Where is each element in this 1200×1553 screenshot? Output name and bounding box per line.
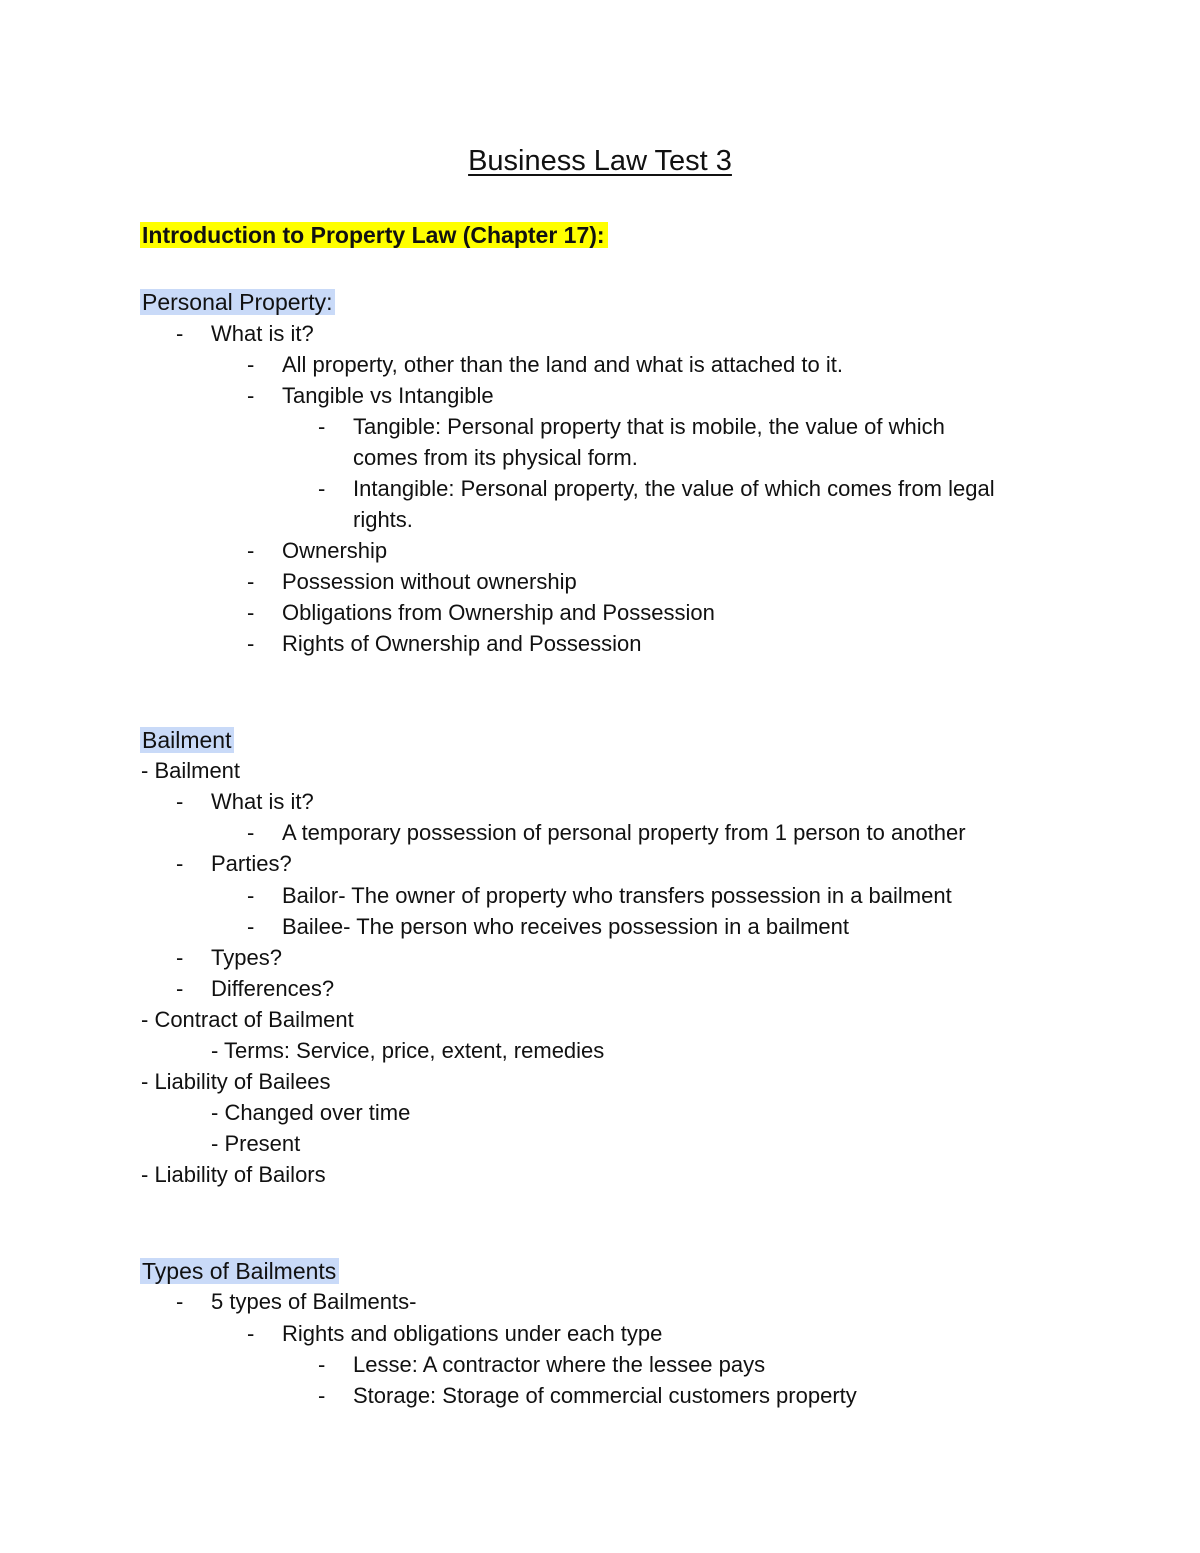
bullet-dash: - bbox=[176, 945, 184, 970]
list-item: - Terms: Service, price, extent, remedies bbox=[211, 1038, 605, 1063]
bullet-dash: - bbox=[247, 631, 255, 656]
section-heading-personal-property: Personal Property: bbox=[140, 286, 335, 318]
list-item: Lesse: A contractor where the lessee pays bbox=[353, 1352, 766, 1377]
list-item: Types? bbox=[211, 945, 282, 970]
bullet-dash: - bbox=[247, 600, 255, 625]
bullet-dash: - bbox=[247, 538, 255, 563]
list-item: All property, other than the land and what is attached to it. bbox=[282, 352, 843, 377]
list-item: Parties? bbox=[211, 851, 292, 876]
list-item: Rights and obligations under each type bbox=[282, 1321, 663, 1346]
section-heading-types-of-bailments: Types of Bailments bbox=[140, 1255, 339, 1287]
bullet-dash: - bbox=[247, 883, 255, 908]
list-item: Differences? bbox=[211, 976, 335, 1001]
chapter-heading: Introduction to Property Law (Chapter 17): bbox=[140, 219, 608, 251]
list-item: Tangible: Personal property that is mobile, the value of which bbox=[353, 414, 945, 439]
list-item: Storage: Storage of commercial customers property bbox=[353, 1383, 857, 1408]
bullet-dash: - bbox=[318, 1383, 326, 1408]
list-item-continuation: comes from its physical form. bbox=[353, 445, 638, 470]
list-item: - Changed over time bbox=[211, 1100, 411, 1125]
bullet-dash: - bbox=[176, 1289, 184, 1314]
bullet-dash: - bbox=[247, 352, 255, 377]
bullet-dash: - bbox=[247, 383, 255, 408]
list-item: - Liability of Bailees bbox=[141, 1069, 331, 1094]
list-item-continuation: rights. bbox=[353, 507, 413, 532]
list-item: - Present bbox=[211, 1131, 301, 1156]
list-item: Obligations from Ownership and Possession bbox=[282, 600, 715, 625]
bullet-dash: - bbox=[176, 976, 184, 1001]
list-item: - Bailment bbox=[141, 758, 241, 783]
list-item: Intangible: Personal property, the value of which comes from legal bbox=[353, 476, 995, 501]
bullet-dash: - bbox=[247, 569, 255, 594]
list-item: What is it? bbox=[211, 789, 314, 814]
bullet-dash: - bbox=[176, 321, 184, 346]
list-item: Rights of Ownership and Possession bbox=[282, 631, 642, 656]
list-item: - Contract of Bailment bbox=[141, 1007, 354, 1032]
list-item: What is it? bbox=[211, 321, 314, 346]
bullet-dash: - bbox=[176, 789, 184, 814]
bullet-dash: - bbox=[247, 1321, 255, 1346]
document-title: Business Law Test 3 bbox=[468, 145, 732, 177]
list-item: Bailee- The person who receives possession in a bailment bbox=[282, 914, 850, 939]
bullet-dash: - bbox=[318, 476, 326, 501]
bullet-dash: - bbox=[176, 851, 184, 876]
list-item: A temporary possession of personal property from 1 person to another bbox=[282, 820, 966, 845]
bullet-dash: - bbox=[247, 820, 255, 845]
bullet-dash: - bbox=[318, 414, 326, 439]
list-item: Tangible vs Intangible bbox=[282, 383, 494, 408]
list-item: Ownership bbox=[282, 538, 388, 563]
list-item: Possession without ownership bbox=[282, 569, 577, 594]
list-item: 5 types of Bailments- bbox=[211, 1289, 417, 1314]
bullet-dash: - bbox=[318, 1352, 326, 1377]
section-heading-bailment: Bailment bbox=[140, 724, 234, 756]
bullet-dash: - bbox=[247, 914, 255, 939]
list-item: - Liability of Bailors bbox=[141, 1162, 326, 1187]
list-item: Bailor- The owner of property who transfers possession in a bailment bbox=[282, 883, 952, 908]
